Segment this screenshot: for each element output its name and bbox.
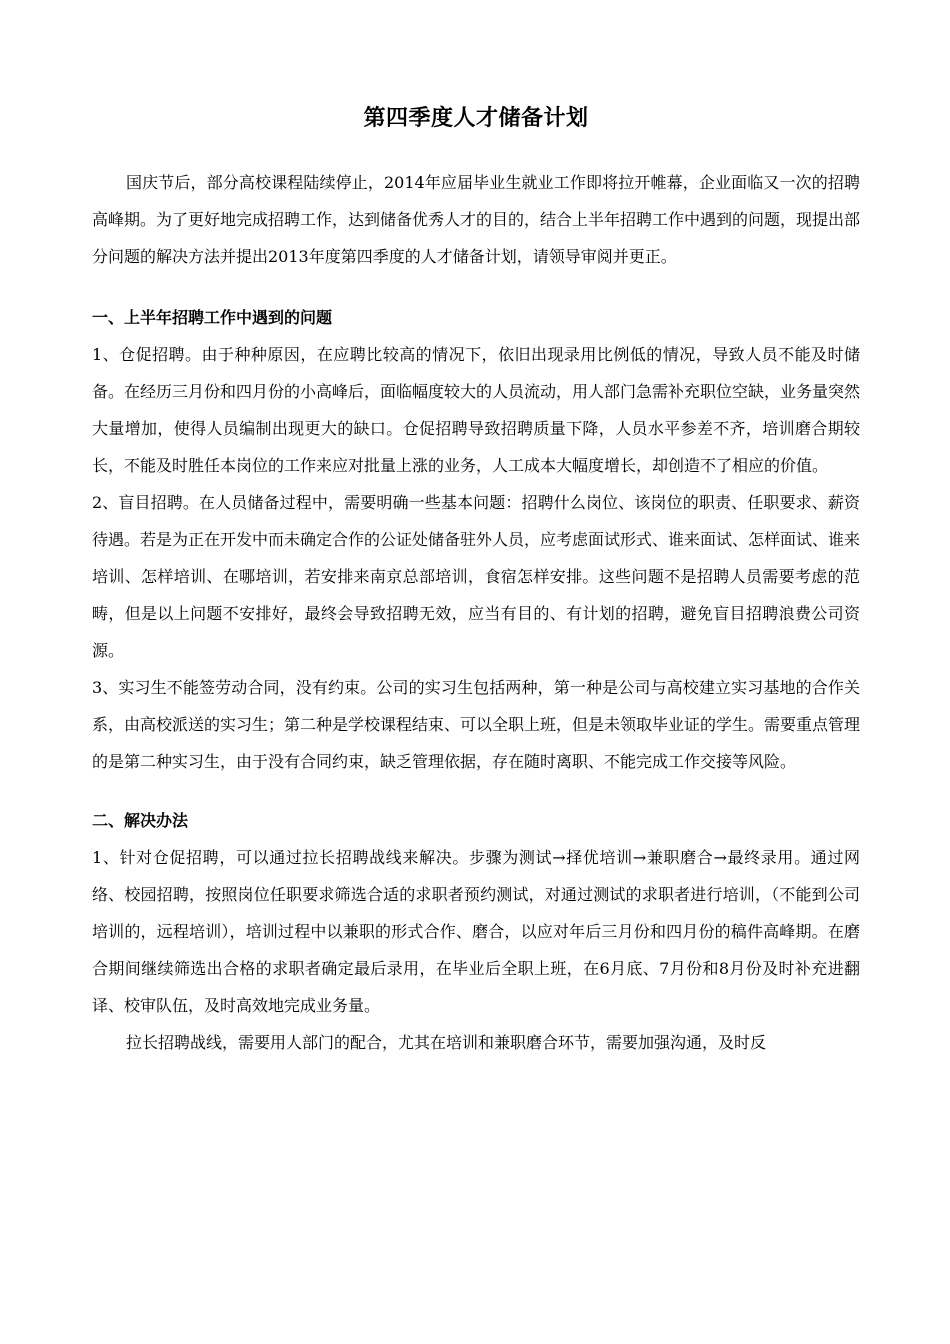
section-heading-solutions: 二、解决办法 xyxy=(92,811,189,830)
problem-item-2: 2、盲目招聘。在人员储备过程中，需要明确一些基本问题：招聘什么岗位、该岗位的职责、任职要求、薪资待遇。若是为正在开发中而未确定合作的公证处储备驻外人员，应考虑面试形式、谁来面试、怎样面试、谁来培训、怎样培训、在哪培训，若安排来南京总部培训，食宿怎样安排。这些问题不是招聘人员需要考虑的范畴，但是以上问题不安排好，最终会导致招聘无效，应当有目的、有计划的招聘，避免盲目招聘浪费公司资源。 xyxy=(92,493,861,660)
spacer xyxy=(92,780,860,802)
page-title: 第四季度人才储备计划 xyxy=(363,106,589,131)
solution-continuation: 拉长招聘战线，需要用人部门的配合，尤其在培训和兼职磨合环节，需要加强沟通，及时反 xyxy=(126,1033,767,1052)
solution-item-1: 1、针对仓促招聘，可以通过拉长招聘战线来解决。步骤为测试→择优培训→兼职磨合→最终录用。通过网络、校园招聘，按照岗位任职要求筛选合适的求职者预约测试，对通过测试的求职者进行培训，（不能到公司培训的，远程培训），培训过程中以兼职的形式合作、磨合，以应对年后三月份和四月份的稿件高峰期。在磨合期间继续筛选出合格的求职者确定最后录用，在毕业后全职上班，在6月底、7月份和8月份及时补充进翻译、校审队伍，及时高效地完成业务量。 xyxy=(92,848,860,1015)
intro-paragraph: 国庆节后，部分高校课程陆续停止，2014年应届毕业生就业工作即将拉开帷幕，企业面临又一次的招聘高峰期。为了更好地完成招聘工作，达到储备优秀人才的目的，结合上半年招聘工作中遇到的问题，现提出部分问题的解决方法并提出2013年度第四季度的人才储备计划，请领导审阅并更正。 xyxy=(92,173,861,266)
problem-item-1: 1、仓促招聘。由于种种原因，在应聘比较高的情况下，依旧出现录用比例低的情况，导致人员不能及时储备。在经历三月份和四月份的小高峰后，面临幅度较大的人员流动，用人部门急需补充职位空缺，业务量突然大量增加，使得人员编制出现更大的缺口。仓促招聘导致招聘质量下降，人员水平参差不齐，培训磨合期较长，不能及时胜任本岗位的工作来应对批量上涨的业务，人工成本大幅度增长，却创造不了相应的价值。 xyxy=(92,345,861,475)
spacer xyxy=(92,275,860,299)
document-page xyxy=(92,104,860,1061)
section-heading-problems: 一、上半年招聘工作中遇到的问题 xyxy=(92,308,333,327)
problem-item-3: 3、实习生不能签劳动合同，没有约束。公司的实习生包括两种，第一种是公司与高校建立实习基地的合作关系，由高校派送的实习生；第二种是学校课程结束、可以全职上班，但是未领取毕业证的学生。需要重点管理的是第二种实习生，由于没有合同约束，缺乏管理依据，存在随时离职、不能完成工作交接等风险。 xyxy=(92,678,861,771)
